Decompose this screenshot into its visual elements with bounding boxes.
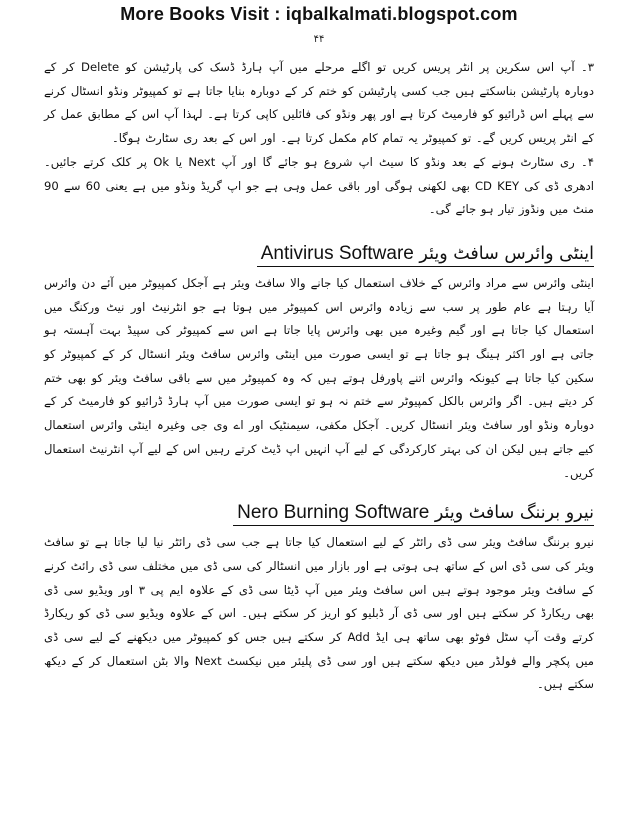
- heading-english-antivirus: Antivirus Software: [260, 242, 414, 264]
- heading-english-nero: Nero Burning Software: [237, 502, 430, 524]
- paragraph-step-3: ۳۔ آپ اس سکرین پر انٹر پریس کریں تو اگلے مرحلے میں آپ ہارڈ ڈسک کی پارٹیشن کو Delete کر کے دوبارہ پارٹیشن بناسکتے ہیں جب کسی پارٹیشن کو ختم کر کے دوبارہ بنایا جاتا ہے تو کمپیوٹر ونڈو انسٹال کرنے سے پہلے اس ڈرائیو کو فارمیٹ کرتا ہے اور پھر ونڈو کی فائلیں کاپی کرتا ہے۔ لہذا آپ اس کے مطابق عمل کر کے انٹر پریس کریں گے۔ تو کمپیوٹر یہ تمام کام مکمل کرتا ہے۔ اور اس کے بعد ری سٹارٹ ہوگا۔: [44, 60, 595, 146]
- website-banner[interactable]: More Books Visit : iqbalkalmati.blogspot.com: [120, 4, 518, 24]
- paragraph-antivirus: اینٹی وائرس سے مراد وائرس کے خلاف استعمال کیا جانے والا سافٹ ویئر ہے آجکل کمپیوٹر میں آئے دن وائرس آیا رہتا ہے عام طور پر سب سے زیادہ وائرس اس کمپیوٹر میں ہوتا ہے جو انٹرنیٹ اور نیٹ ورکنگ میں استعمال کیا جاتا ہے اور گیم وغیرہ میں بھی وائرس پایا جاتا ہے اس سے کمپیوٹر کی سپیڈ بہت آہستہ ہو جاتی ہے اور اکثر ہینگ ہو جاتا ہے تو ایسی صورت میں اینٹی وائرس سافٹ ویئر انسٹال کر کے کمپیوٹر کو سکین کیا جاتا ہے کیونکہ وائرس اتنے پاورفل ہوتے ہیں کہ وہ کمپیوٹر میں سے باقی سافٹ ویئر کو بھی ختم کر دیتے ہیں۔ اگر وائرس بالکل کمپیوٹر سے ختم نہ ہو تو ایسی صورت میں آپ ہارڈ ڈرائیو کو فارمیٹ کر کے دوبارہ ونڈو اور سافٹ ویئر انسٹال کریں۔ آجکل مکفی، سیمنٹیک اور اے وی جی وغیرہ اینٹی وائرس استعمال کیے جاتے ہیں لیکن ان کی بہتر کارکردگی کے لیے آپ انہیں اپ ڈیٹ کرتے رہیں اس کے لیے آپ انٹرنیٹ استعمال کریں۔: [44, 275, 594, 480]
- page-number: ۴۴: [313, 34, 325, 45]
- paragraph-nero: نیرو برننگ سافٹ ویئر سی ڈی رائٹر کے لیے استعمال کیا جاتا ہے جب سی ڈی رائٹر نیا لیا جاتا ہے تو سافٹ ویئر کی سی ڈی اس کے ساتھ ہی ہوتی ہے اور بازار میں انسٹالر کی سی ڈی میں مختلف سی ڈی رائٹ کرنے کے سافٹ ویئر موجود ہوتے ہیں اس سافٹ ویئر میں آپ ڈیٹا سی ڈی کے علاوہ ایم پی ۳ اور ویڈیو سی ڈی بھی ریکارڈ کر سکتے ہیں اور سی ڈی آر ڈبلیو کو اریز کر سکتے ہیں۔ اس کے علاوہ ویڈیو سی ڈی کو ریکارڈ کرتے وقت آپ سٹل فوٹو بھی ساتھ ہی ایڈ Add کر سکتے ہیں جس کو کمپیوٹر میں دیکھنے کے لیے سی ڈی میں پکچر والے فولڈر میں دیکھ سکتے ہیں اور سی ڈی پلیئر میں نیکسٹ Next والا بٹن استعمال کر کے دیکھ سکتے ہیں۔: [44, 535, 594, 692]
- section-heading-nero: [44, 499, 594, 527]
- paragraph-step-4: ۴۔ ری سٹارٹ ہونے کے بعد ونڈو کا سیٹ اپ شروع ہو جائے گا اور آپ Next یا Ok پر کلک کرتے جائیں۔ ادھری ڈی کی CD KEY بھی لکھنی ہوگی اور باقی عمل وہی ہے جو اپ گریڈ ونڈو میں ہے یعنی 60 سے 90 منٹ میں ونڈوز تیار ہو جائے گی۔: [44, 154, 594, 217]
- heading-urdu-antivirus: اینٹی وائرس سافٹ ویئر: [419, 243, 594, 264]
- heading-urdu-nero: نیرو برننگ سافٹ ویئر: [434, 503, 594, 524]
- page-body: [44, 56, 594, 697]
- section-heading-antivirus: [44, 240, 594, 268]
